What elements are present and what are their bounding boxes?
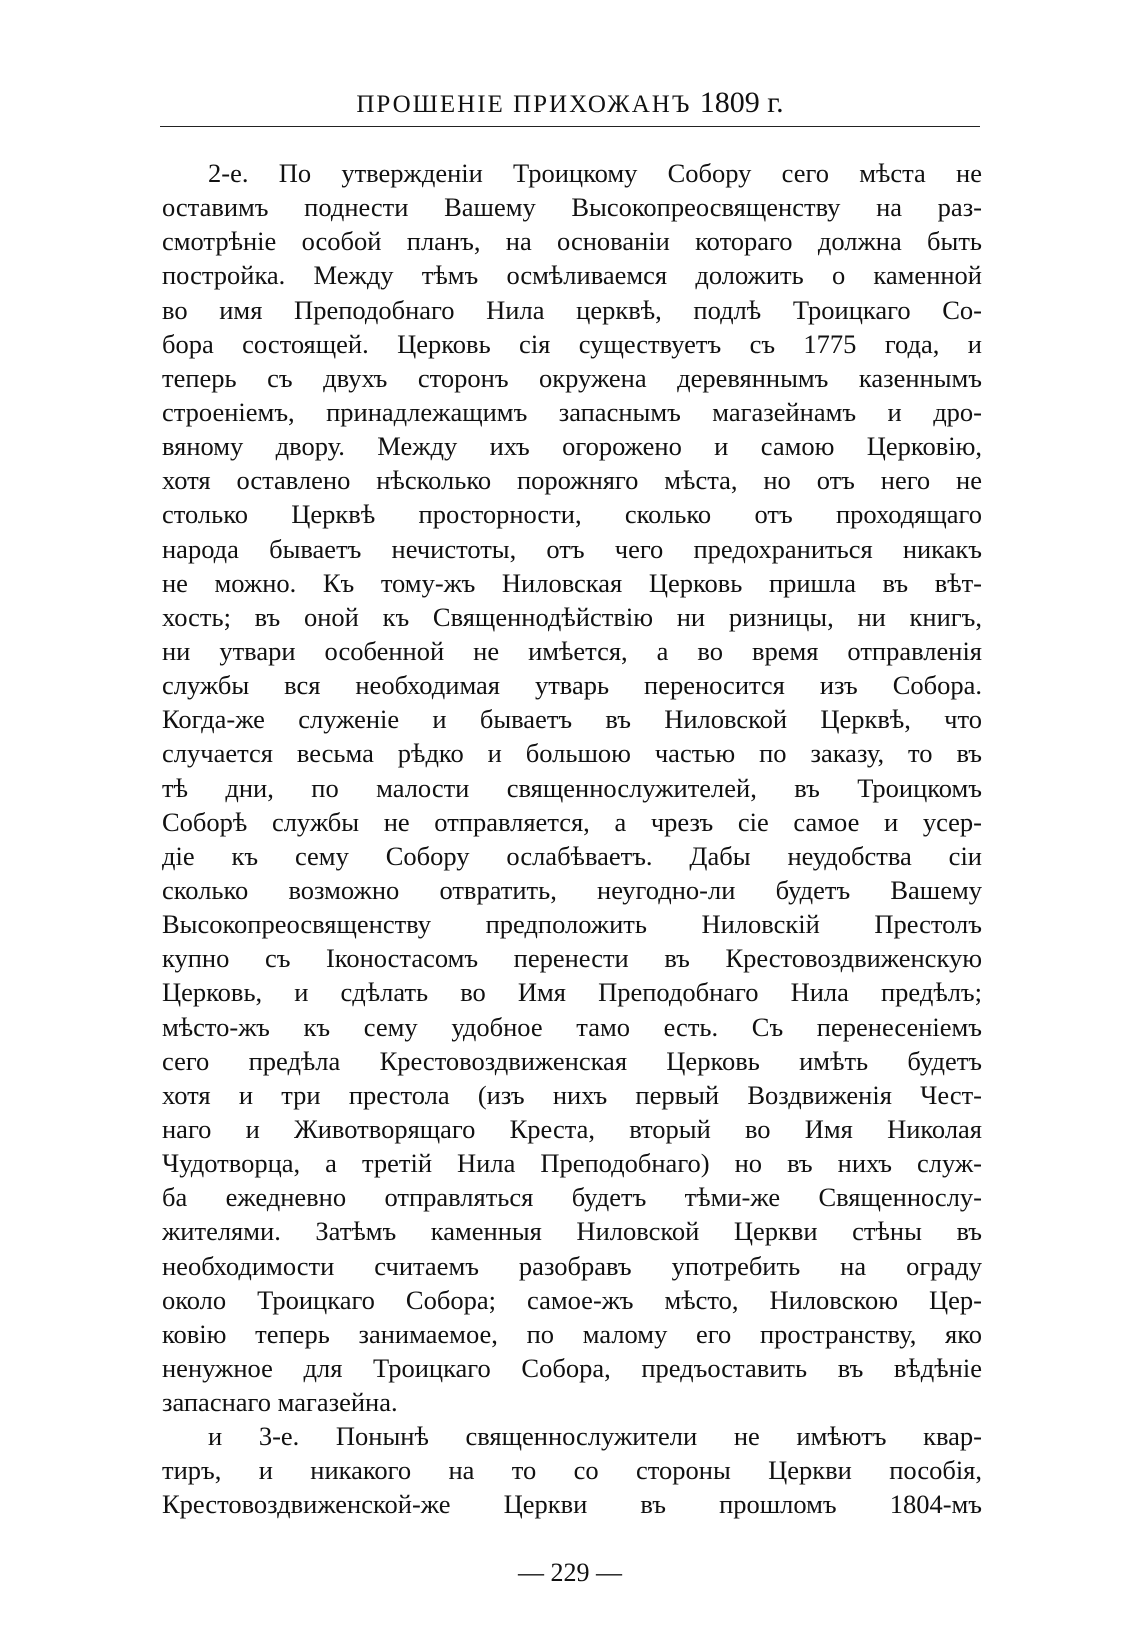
text-line: ба ежедневно отправляться будетъ тѣми-же Священнослу- (162, 1182, 982, 1213)
text-line: Чудотворца, а третій Нила Преподобнаго) но въ нихъ служ- (162, 1148, 982, 1179)
text-line: строеніемъ, принадлежащимъ запаснымъ магазейнамъ и дро- (162, 396, 982, 427)
paragraph (162, 156, 982, 1419)
text-line: не можно. Къ тому-жъ Ниловская Церковь пришла въ вѣт- (162, 567, 982, 598)
running-head-title: ПРОШЕНІЕ ПРИХОЖАНЪ (356, 91, 692, 118)
text-line: около Троицкаго Собора; самое-жъ мѣсто, Ниловскою Цер- (162, 1284, 982, 1315)
text-line: хотя оставлено нѣсколько порожняго мѣста, но отъ него не (162, 465, 982, 496)
text-line: теперь съ двухъ сторонъ окружена деревяннымъ казеннымъ (162, 362, 982, 393)
text-line: сколько возможно отвратить, неугодно-ли будетъ Вашему (162, 874, 982, 905)
text-line: случается весьма рѣдко и большою частью по заказу, то въ (162, 738, 982, 769)
paragraph (162, 1419, 982, 1521)
text-line: необходимости считаемъ разобравъ употребить на ограду (162, 1250, 982, 1281)
text-line: бора состоящей. Церковь сія существуетъ съ 1775 года, и (162, 328, 982, 359)
body-text (162, 156, 982, 1522)
text-line: жителями. Затѣмъ каменныя Ниловской Церкви стѣны въ (162, 1216, 982, 1247)
text-line: запаснаго магазейна. (162, 1387, 398, 1418)
text-line: діе къ сему Собору ослабѣваетъ. Дабы неудобства сіи (162, 840, 982, 871)
text-line: купно съ Іконостасомъ перенести въ Крестовоздвиженскую (162, 943, 982, 974)
text-line: постройка. Между тѣмъ осмѣливаемся доложить о каменной (162, 260, 982, 291)
text-line: 2-е. По утвержденіи Троицкому Собору сего мѣста не (208, 158, 982, 188)
text-line: вяному двору. Между ихъ огорожено и самою Церковію, (162, 431, 982, 462)
text-line: тиръ, и никакого на то со стороны Церкви пособія, (162, 1455, 982, 1486)
page-number: — 229 — (518, 1558, 622, 1587)
text-line: ковію теперь занимаемое, по малому его пространству, яко (162, 1318, 982, 1349)
text-line: Крестовоздвиженской-же Церкви въ прошломъ 1804-мъ (162, 1489, 982, 1520)
text-line: службы вся необходимая утварь переносится изъ Собора. (162, 670, 982, 701)
text-line: мѣсто-жъ къ сему удобное тамо есть. Съ перенесеніемъ (162, 1011, 982, 1042)
text-line: Церковь, и сдѣлать во Имя Преподобнаго Нила предѣлъ; (162, 977, 982, 1008)
running-head (160, 86, 980, 120)
text-line: тѣ дни, по малости священнослужителей, въ Троицкомъ (162, 772, 982, 803)
running-head-year: 1809 г. (699, 86, 784, 119)
text-line: и 3-е. Понынѣ священнослужители не имѣютъ квар- (208, 1421, 982, 1452)
text-line: народа бываетъ нечистоты, отъ чего предохраниться никакъ (162, 533, 982, 564)
text-line: во имя Преподобнаго Нила церквѣ, подлѣ Троицкаго Со- (162, 294, 982, 325)
text-line: Когда-же служеніе и бываетъ въ Ниловской Церквѣ, что (162, 704, 982, 735)
text-line: хотя и три престола (изъ нихъ первый Воздвиженія Чест- (162, 1079, 982, 1110)
header-rule (160, 126, 980, 127)
text-line: Высокопреосвященству предположить Ниловскій Престолъ (162, 909, 982, 940)
text-line: смотрѣніе особой планъ, на основаніи котораго должна быть (162, 226, 982, 257)
text-line: ни утвари особенной не имѣется, а во время отправленія (162, 635, 982, 666)
text-line: наго и Животворящаго Креста, вторый во Имя Николая (162, 1113, 982, 1144)
text-line: Соборѣ службы не отправляется, а чрезъ сіе самое и усер- (162, 806, 982, 837)
text-line: столько Церквѣ просторности, сколько отъ проходящаго (162, 499, 982, 530)
text-line: сего предѣла Крестовоздвиженская Церковь имѣть будетъ (162, 1045, 982, 1076)
text-line: ненужное для Троицкаго Собора, предъоставить въ вѣдѣніе (162, 1352, 982, 1383)
text-line: хость; въ оной къ Священнодѣйствію ни ризницы, ни книгъ, (162, 601, 982, 632)
text-line: оставимъ поднести Вашему Высокопреосвященству на раз- (162, 192, 982, 223)
